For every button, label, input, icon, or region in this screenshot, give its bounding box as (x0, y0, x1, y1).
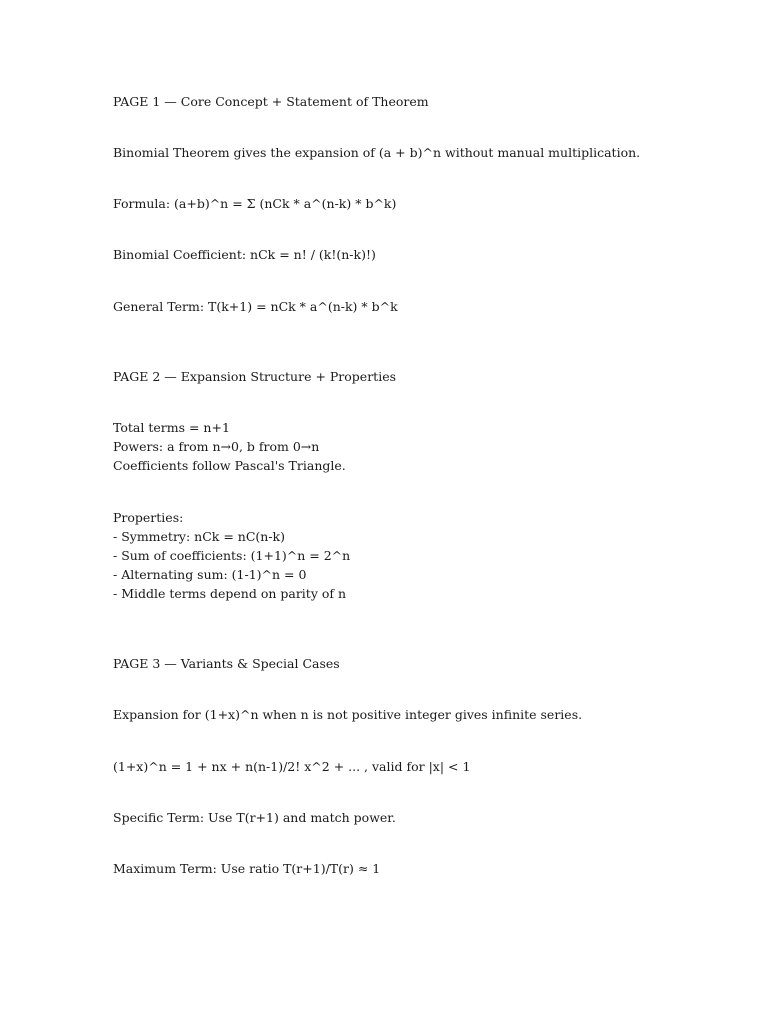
page1-intro: Binomial Theorem gives the expansion of (a + b)^n without manual multiplication. (113, 145, 641, 160)
page2-property-item: - Sum of coefficients: (1+1)^n = 2^n (113, 548, 351, 563)
page1-formula: Formula: (a+b)^n = Σ (nCk * a^(n-k) * b^k) (113, 196, 397, 211)
page2-total-terms: Total terms = n+1 (113, 420, 230, 435)
page3-expansion-note: Expansion for (1+x)^n when n is not positive integer gives infinite series. (113, 707, 583, 722)
page1-binomial-coefficient: Binomial Coefficient: nCk = n! / (k!(n-k)!) (113, 247, 376, 262)
page2-property-item: - Alternating sum: (1-1)^n = 0 (113, 567, 307, 582)
page3-specific-term: Specific Term: Use T(r+1) and match power. (113, 810, 396, 825)
page2-properties-label: Properties: (113, 510, 184, 525)
page3-heading: PAGE 3 — Variants & Special Cases (113, 656, 340, 671)
page2-property-item: - Middle terms depend on parity of n (113, 586, 347, 601)
page2-powers: Powers: a from n→0, b from 0→n (113, 439, 320, 454)
page2-pascal: Coefficients follow Pascal's Triangle. (113, 458, 346, 473)
page2-property-item: - Symmetry: nCk = nC(n-k) (113, 529, 285, 544)
page2-heading: PAGE 2 — Expansion Structure + Properties (113, 369, 397, 384)
page1-general-term: General Term: T(k+1) = nCk * a^(n-k) * b^k (113, 299, 398, 314)
page1-heading: PAGE 1 — Core Concept + Statement of Theorem (113, 94, 429, 109)
page3-series: (1+x)^n = 1 + nx + n(n-1)/2! x^2 + ... , valid for |x| < 1 (113, 759, 471, 774)
page3-maximum-term: Maximum Term: Use ratio T(r+1)/T(r) ≈ 1 (113, 861, 381, 876)
